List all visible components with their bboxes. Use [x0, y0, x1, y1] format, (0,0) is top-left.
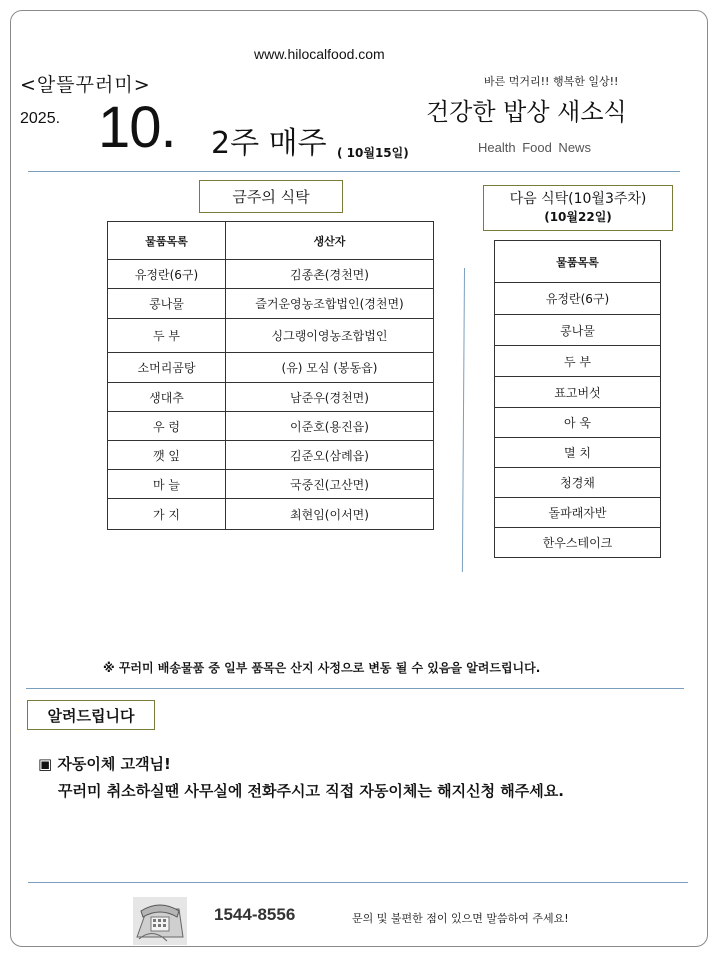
table-row — [495, 438, 661, 468]
delivery-notice: ※ 꾸러미 배송물품 중 일부 품목은 산지 사정으로 변동 될 수 있음을 알려드립니다. — [103, 661, 541, 675]
producer-name: (유) 모심 (봉동읍) — [226, 353, 434, 383]
table-row — [108, 260, 434, 289]
table-row — [495, 283, 661, 315]
announcement-label — [27, 700, 155, 730]
this-week-label-text: 금주의 식탁 — [232, 188, 310, 206]
producer-name: 김준오(삼례읍) — [226, 441, 434, 470]
item-name: 유정란(6구) — [495, 283, 661, 315]
table-row — [495, 408, 661, 438]
announcement-label-text: 알려드립니다 — [47, 706, 135, 725]
column-header: 물품목록 — [495, 241, 661, 283]
table-row — [108, 499, 434, 530]
header-divider — [28, 171, 680, 172]
item-name: 유정란(6구) — [108, 260, 226, 289]
slogan: 바른 먹거리!! 행복한 일상!! — [484, 75, 619, 88]
producer-name: 싱그랭이영농조합법인 — [226, 319, 434, 353]
next-week-table — [494, 240, 661, 558]
table-row — [495, 315, 661, 346]
column-header: 생산자 — [226, 222, 434, 260]
table-row — [108, 470, 434, 499]
next-week-label — [483, 185, 673, 231]
item-name: 콩나물 — [495, 315, 661, 346]
producer-name: 즐거운영농조합법인(경천면) — [226, 289, 434, 319]
column-header: 물품목록 — [108, 222, 226, 260]
next-week-label-text: 다음 식탁(10월3주차) — [509, 191, 647, 207]
table-header-row — [495, 241, 661, 283]
this-week-label — [199, 180, 343, 213]
item-name: 한우스테이크 — [495, 528, 661, 558]
item-name: 가 지 — [108, 499, 226, 530]
issue-month: 10. — [98, 95, 176, 160]
footer-divider — [28, 882, 688, 883]
table-row — [495, 377, 661, 408]
item-name: 우 렁 — [108, 412, 226, 441]
producer-name: 국중진(고산면) — [226, 470, 434, 499]
item-name: 표고버섯 — [495, 377, 661, 408]
item-name: 두 부 — [108, 319, 226, 353]
producer-name: 이준호(용진읍) — [226, 412, 434, 441]
announcement-title: ▣ 자동이체 고객님! — [38, 755, 171, 773]
page-title: 건강한 밥상 새소식 — [426, 98, 627, 126]
telephone-icon — [133, 897, 187, 945]
producer-name: 최현임(이서면) — [226, 499, 434, 530]
item-name: 마 늘 — [108, 470, 226, 499]
table-header-row — [108, 222, 434, 260]
item-name: 콩나물 — [108, 289, 226, 319]
table-row — [108, 319, 434, 353]
table-row — [108, 412, 434, 441]
contact-phone[interactable]: 1544-8556 — [214, 905, 296, 924]
next-week-date: (10월22일) — [544, 210, 612, 224]
item-name: 청경채 — [495, 468, 661, 498]
issue-year: 2025. — [20, 110, 61, 127]
issue-week: 2주 매주 — [211, 126, 327, 161]
item-name: 소머리곰탕 — [108, 353, 226, 383]
brand-name: <알뜰꾸러미> — [20, 74, 151, 96]
producer-name: 김종촌(경천면) — [226, 260, 434, 289]
footer-message: 문의 및 불편한 점이 있으면 말씀하여 주세요! — [352, 912, 569, 925]
item-name: 멸 치 — [495, 438, 661, 468]
this-week-table — [107, 221, 434, 530]
item-name: 두 부 — [495, 346, 661, 377]
table-row — [108, 353, 434, 383]
item-name: 아 욱 — [495, 408, 661, 438]
announcement-body: 꾸러미 취소하실땐 사무실에 전화주시고 직접 자동이체는 해지신청 해주세요. — [58, 782, 564, 800]
issue-week-date: ( 10월15일) — [337, 146, 409, 160]
table-row — [108, 289, 434, 319]
producer-name: 남준우(경천면) — [226, 383, 434, 412]
table-row — [495, 468, 661, 498]
item-name: 돌파래자반 — [495, 498, 661, 528]
page-subtitle: Health Food News — [478, 140, 591, 155]
table-row — [108, 383, 434, 412]
table-row — [495, 498, 661, 528]
table-row — [495, 528, 661, 558]
website-url[interactable]: www.hilocalfood.com — [254, 46, 385, 62]
item-name: 생대추 — [108, 383, 226, 412]
notice-divider — [26, 688, 684, 689]
item-name: 깻 잎 — [108, 441, 226, 470]
table-row — [495, 346, 661, 377]
table-row — [108, 441, 434, 470]
